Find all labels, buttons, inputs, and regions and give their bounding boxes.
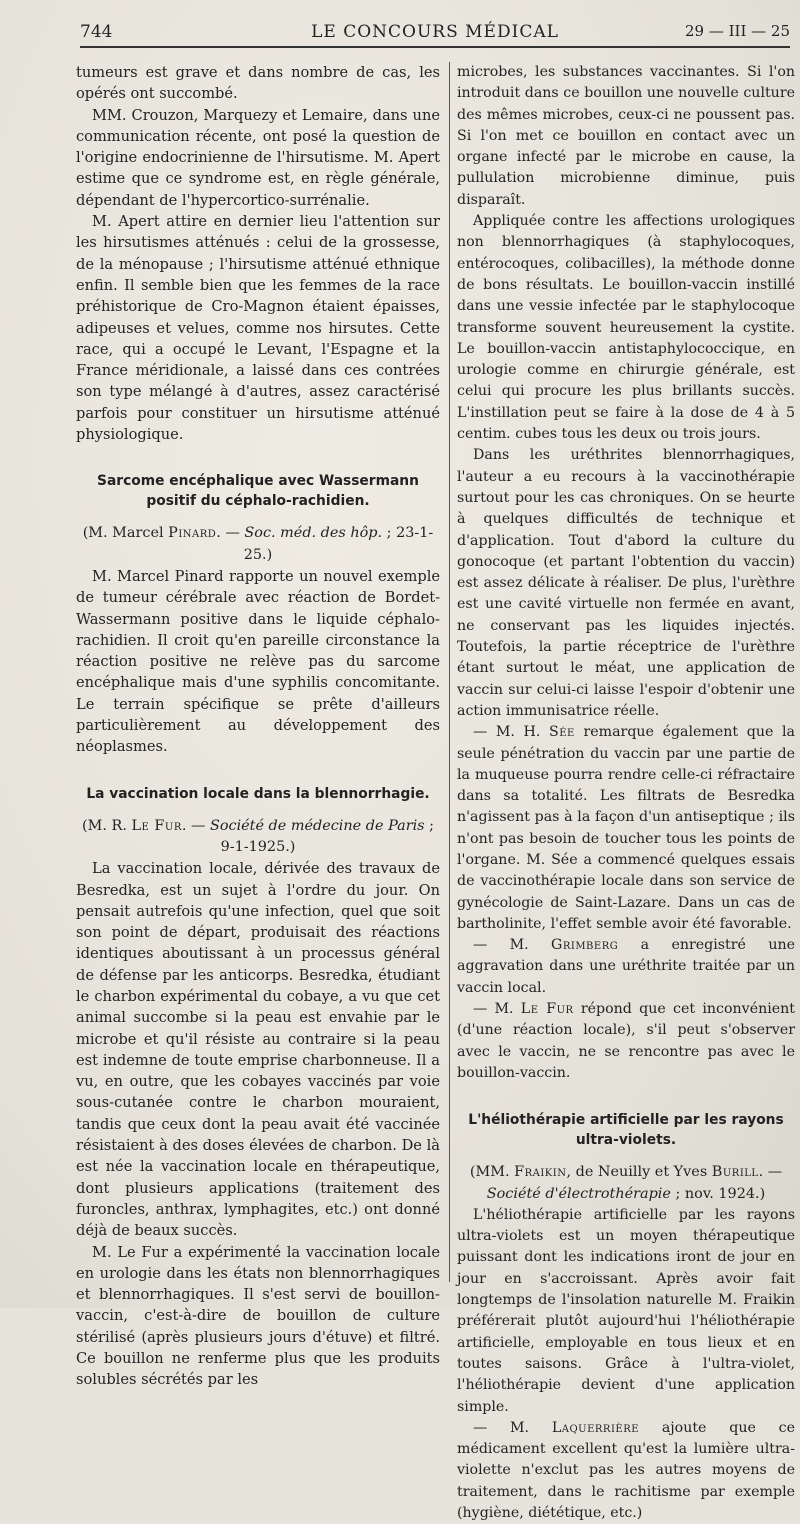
issue-date: 29 — III — 25 xyxy=(684,22,790,40)
ref-journal: Soc. méd. des hôp. xyxy=(244,525,383,542)
section-heading-sarcome: Sarcome encéphalique avec Wassermann positif du céphalo-rachidien. xyxy=(97,473,419,510)
section-heading-vaccination: La vaccination locale dans la blennorrhagie. xyxy=(86,785,430,802)
ref-journal: Société d'électrothérapie xyxy=(486,1185,671,1202)
ref-journal: Société de médecine de Paris xyxy=(209,817,425,834)
paragraph: tumeurs est grave et dans nombre de cas, les opérés ont succombé. xyxy=(76,64,440,103)
paragraph: MM. Crouzon, Marquezy et Lemaire, dans une communication récente, ont posé la question de l'origine endocrinienne de l'hirsutisme. M. Apert estime que ce syndrome est, en règle générale, dépendant de l'hypercortico-surrénalie. xyxy=(76,106,440,209)
journal-title: LE CONCOURS MÉDICAL xyxy=(311,22,559,42)
column-divider xyxy=(449,62,450,1282)
ref-text: . — xyxy=(758,1164,783,1181)
author-name: Le Fur xyxy=(520,1001,574,1018)
author-name: Laquerrière xyxy=(551,1419,640,1436)
paragraph: Appliquée contre les affections urologiques non blennorrhagiques (à staphylocoques, entérocoques, colibacilles), la méthode donne de bons résultats. Le bouillon-vaccin instillé dans une vessie infectée par le staphylocoque transforme souvent heureusement la cystite. Le bouillon-vaccin antistaphylococcique, en urologie comme en chirurgie générale, est celui qui procure les plus brillants succès. L'instillation peut se faire à la dose de 4 à 5 centim. cubes tous les deux ou trois jours. xyxy=(457,213,795,443)
paragraph: La vaccination locale, dérivée des travaux de Besredka, est un sujet à l'ordre du jour. On pensait autrefois qu'une infection, quel que soit son point de départ, produisait des réactions identiques aboutissant à un processus général de défense par les anticorps. Besredka, étudiant le charbon expérimental du cobaye, a vu que cet animal succombe si la peau est envahie par le microbe et qu'il résiste au contraire si la peau est indemne de toute emprise charbonneuse. Il a vu, en outre, que les cobayes vaccinés par voie sous-cutanée contre le charbon mouraient, tandis que ceux dont la peau avait été vaccinée résistaient à des doses élevées de charbon. De là est née la vaccination locale en thérapeutique, dont plusieurs applications (traitement des furoncles, anthrax, lymphagites, etc.) ont donné déjà de beaux succès. xyxy=(76,860,440,1240)
text: remarque également que la seule pénétration du vaccin par une partie de la muqueuse pourra rendre celle-ci réfractaire dans sa totalité. Les filtrats de Besredka n'agissent pas à la façon d'un antiseptique ; ils n'ont pas besoin de toucher tous les points de l'organe. M. Sée a commencé quelques essais de vaccinothérapie locale dans son service de gynécologie de Saint-Lazare. Dans un cas de bartholinite, l'effet semble avoir été favorable. xyxy=(457,724,795,932)
left-column xyxy=(76,62,440,1391)
paragraph xyxy=(457,999,795,1084)
ref-text: (M. R. xyxy=(82,817,132,834)
text: a enregistré une aggravation dans une uréthrite traitée par un vaccin local. xyxy=(457,937,795,996)
text: — M. xyxy=(473,1419,552,1436)
text: — M. xyxy=(473,1001,521,1018)
text: ajoute que ce médicament excellent qu'est la lumière ultra-violette n'exclut pas les autres moyens de traitement, dans le rachitisme par exemple (hygiène, diététique, etc.) xyxy=(457,1419,795,1521)
reference-line xyxy=(76,816,440,859)
ref-text: . — xyxy=(181,817,210,834)
author-name: Sée xyxy=(549,724,575,741)
ref-author: Le Fur xyxy=(131,817,182,834)
text: répond que cet inconvénient (d'une réaction locale), s'il peut s'observer avec le vaccin, ne se rencontre pas avec le bouillon-vaccin. xyxy=(457,1001,795,1081)
page-number: 744 xyxy=(80,22,113,42)
paragraph: M. Apert attire en dernier lieu l'attention sur les hirsutismes atténués : celui de la grossesse, de la ménopause ; l'hirsutisme atténué ethnique enfin. Il semble bien que les femmes de la race préhistorique de Cro-Magnon étaient épaisses, adipeuses et velues, comme nos hirsutes. Cette race, qui a occupé le Levant, l'Espagne et la France méridionale, a laissé dans ces contrées son type mélangé à d'autres, assez caractérisé parfois pour constituer un hirsutisme atténué physiologique. xyxy=(76,213,440,444)
ref-text: (MM. xyxy=(469,1164,515,1181)
ref-author: Fraikin xyxy=(514,1164,567,1181)
paragraph: Dans les uréthrites blennorrhagiques, l'auteur a eu recours à la vaccinothérapie surtout pour les cas chroniques. On se heurte à quelques difficultés de technique et d'application. Tout d'abord la culture du gonocoque (et partant l'obtention du vaccin) est assez délicate à réaliser. De plus, l'urèthre est une cavité virtuelle non fermée en avant, ne conservant pas les liquides injectés. Toutefois, la partie réceptrice de l'urèthre étant surtout le méat, une application de vaccin sur celui-ci laisse l'espoir d'obtenir une action immunisatrice réelle. xyxy=(457,447,795,719)
ref-text: (M. Marcel xyxy=(82,525,169,542)
right-column xyxy=(457,62,795,1524)
ref-author: Burill xyxy=(711,1164,759,1181)
paragraph xyxy=(457,935,795,999)
paragraph: L'héliothérapie artificielle par les rayons ultra-violets est un moyen thérapeutique puissant dont les indications iront de jour en jour en s'accroissant. Après avoir fait longtemps de l'insolation naturelle M. Fraikin préférerait plutôt aujourd'hui l'héliothérapie artificielle, employable en tous lieux et en toutes saisons. Grâce à l'ultra-violet, l'héliothérapie devient d'une application simple. xyxy=(457,1206,795,1415)
text: — M. xyxy=(473,937,551,954)
author-name: Grimberg xyxy=(551,937,619,954)
section-heading-heliotherapie: L'héliothérapie artificielle par les rayons ultra-violets. xyxy=(468,1112,784,1149)
ref-text: , de Neuilly et Yves xyxy=(566,1164,712,1181)
paragraph: microbes, les substances vaccinantes. Si l'on introduit dans ce bouillon une nouvelle culture des mêmes microbes, ceux-ci ne poussent pas. Si l'on met ce bouillon en contact avec un organe infecté par le microbe en cause, la pullulation microbienne diminue, puis disparaît. xyxy=(457,64,795,208)
reference-line xyxy=(457,1162,795,1205)
paragraph: M. Marcel Pinard rapporte un nouvel exemple de tumeur cérébrale avec réaction de Bordet-Wassermann positive dans le liquide céphalo-rachidien. Il croit qu'en pareille circonstance la réaction positive ne relève pas du sarcome encéphalique mais d'une syphilis concomitante. Le terrain spécifique se prête d'ailleurs particulièrement au développement des néoplasmes. xyxy=(76,567,440,756)
ref-text: ; nov. 1924.) xyxy=(670,1185,766,1202)
running-head xyxy=(80,18,790,48)
paragraph xyxy=(457,722,795,935)
paragraph: M. Le Fur a expérimenté la vaccination locale en urologie dans les états non blennorrhagiques et blennorrhagiques. Il s'est servi de bouillon-vaccin, c'est-à-dire de bouillon de culture stérilisé (après plusieurs jours d'étuve) et filtré. Ce bouillon ne renferme plus que les produits solubles sécrétés par les xyxy=(76,1243,440,1389)
ref-text: ; 9-1-1925.) xyxy=(220,817,434,855)
ref-author: Pinard xyxy=(168,525,217,542)
ref-text: . — xyxy=(216,525,245,542)
text: — M. H. xyxy=(473,724,549,741)
ref-text: ; 23-1-25.) xyxy=(243,525,434,563)
reference-line xyxy=(76,523,440,566)
paragraph xyxy=(457,1418,795,1524)
